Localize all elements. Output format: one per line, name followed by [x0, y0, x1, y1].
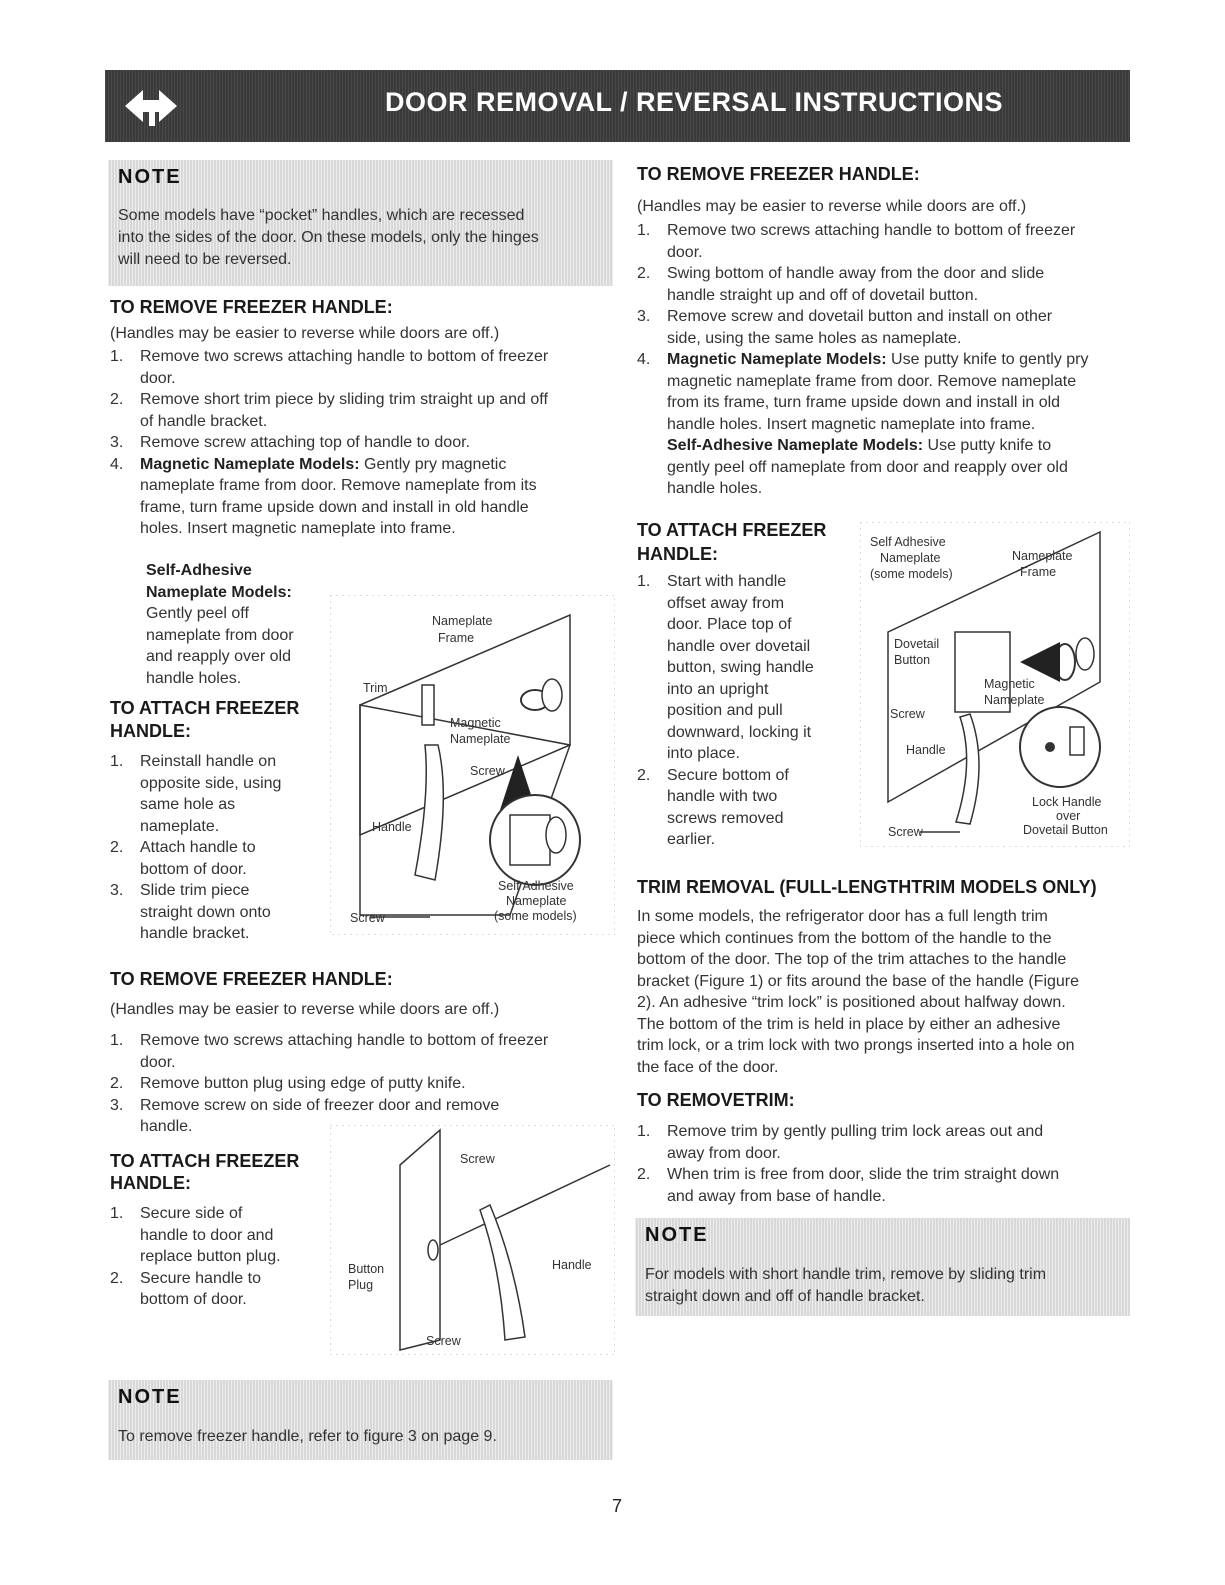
list-item: 1. Remove trim by gently pulling trim lock areas out and away from door. — [637, 1123, 1044, 1162]
section-heading: TO REMOVETRIM: — [637, 1090, 795, 1110]
page-number: 7 — [612, 1496, 623, 1516]
svg-text:Handle: Handle — [906, 743, 946, 757]
list-item: 2. Remove short trim piece by sliding trim straight up and off of handle bracket. — [110, 391, 548, 430]
steps-list — [110, 346, 620, 540]
figure-dovetail-button — [860, 522, 1130, 847]
steps-list — [637, 220, 1157, 500]
section-heading: TO ATTACH FREEZER — [110, 698, 300, 718]
note-box-freezer-handle — [108, 1380, 613, 1460]
self-adhesive-note: Self-Adhesive Nameplate Models: Gently peel off nameplate from door and reapply over old handle holes. — [146, 562, 294, 687]
note-line: straight down and off of handle bracket. — [645, 1288, 925, 1305]
svg-text:Plug: Plug — [348, 1278, 374, 1292]
list-item: 2. Attach handle to bottom of door. — [110, 839, 256, 878]
list-item: 3. Remove screw and dovetail button and install on other side, using the same holes as nameplate. — [637, 308, 1053, 347]
svg-text:Handle: Handle — [372, 820, 412, 834]
section-intro: (Handles may be easier to reverse while doors are off.) — [637, 198, 1027, 215]
svg-text:Lock Handle: Lock Handle — [1032, 795, 1102, 809]
header-banner — [105, 70, 1130, 142]
note-label: NOTE — [645, 1224, 709, 1246]
svg-text:Dovetail Button: Dovetail Button — [1023, 823, 1108, 837]
double-arrow-icon — [123, 84, 179, 128]
note-line: will need to be reversed. — [118, 251, 292, 268]
svg-text:Screw: Screw — [470, 764, 505, 778]
list-item: 2. When trim is free from door, slide the trim straight down and away from base of handle. — [637, 1166, 1060, 1205]
figure-handle-trim — [330, 595, 615, 935]
section-heading: TO REMOVE FREEZER HANDLE: — [110, 297, 393, 317]
svg-text:Self Adhesive: Self Adhesive — [498, 879, 574, 893]
svg-text:Dovetail: Dovetail — [894, 637, 940, 651]
steps-list — [110, 751, 330, 945]
svg-text:(some models): (some models) — [870, 567, 953, 581]
svg-text:Handle: Handle — [552, 1258, 592, 1272]
svg-text:Nameplate: Nameplate — [506, 894, 567, 908]
list-item: 2. Secure handle to bottom of door. — [110, 1269, 261, 1308]
note-line: To remove freezer handle, refer to figure 3 on page 9. — [118, 1428, 497, 1445]
note-line: Some models have “pocket” handles, which are recessed — [118, 207, 525, 224]
list-item: 1. Remove two screws attaching handle to bottom of freezer door. — [110, 1032, 549, 1071]
note-label: NOTE — [118, 1386, 182, 1408]
svg-text:Frame: Frame — [438, 631, 475, 645]
figure-button-plug — [330, 1125, 615, 1355]
svg-text:over: over — [1056, 809, 1081, 823]
list-item: 3. Remove screw on side of freezer door and remove handle. — [110, 1096, 500, 1135]
list-item: 2. Remove button plug using edge of putty knife. — [110, 1075, 466, 1092]
section-heading: HANDLE: — [637, 544, 718, 564]
trim-paragraph: In some models, the refrigerator door has a full length trim piece which continues from the bottom of the handle to the bottom of the door. The top of the trim attaches to the handle bracket (Figure 1) or fits around the base of the handle (Figure 2). An adhesive “trim lock” is positioned about halfway down. The bottom of the trim is held in place by either an adhesive trim lock, or a trim lock with two prongs inserted into a hole on the face of the door. — [637, 908, 1080, 1076]
list-item: 3. Remove screw attaching top of handle to door. — [110, 434, 470, 451]
note-label: NOTE — [118, 166, 182, 188]
section-heading: HANDLE: — [110, 1173, 191, 1193]
list-item: 1. Remove two screws attaching handle to bottom of freezer door. — [110, 348, 549, 387]
list-item: 1. Secure side of handle to door and replace button plug. — [110, 1205, 281, 1265]
section-heading: TO ATTACH FREEZER — [110, 1151, 300, 1171]
note-box-pocket-handles — [108, 160, 613, 286]
section-heading: TO REMOVE FREEZER HANDLE: — [110, 969, 393, 989]
list-item: 2. Swing bottom of handle away from the door and slide handle straight up and off of dovetail button. — [637, 265, 1045, 304]
section-heading: TRIM REMOVAL (FULL-LENGTHTRIM MODELS ONLY) — [637, 877, 1097, 897]
svg-text:Nameplate: Nameplate — [450, 732, 511, 746]
steps-list — [637, 1121, 1157, 1207]
svg-text:Frame: Frame — [1020, 565, 1057, 579]
svg-text:Screw: Screw — [888, 825, 923, 839]
svg-text:Nameplate: Nameplate — [984, 693, 1045, 707]
svg-text:Button: Button — [894, 653, 931, 667]
svg-text:Screw: Screw — [460, 1152, 495, 1166]
svg-text:Magnetic: Magnetic — [984, 677, 1035, 691]
section-intro: (Handles may be easier to reverse while doors are off.) — [110, 325, 500, 342]
list-item: 4. Magnetic Nameplate Models: Use putty knife to gently pry magnetic nameplate frame from door. Remove nameplate from its frame, turn frame upside down and install in old handle holes. Insert magnetic nameplate into frame. Self-Adhesive Nameplate Models: Use putty knife to gently peel off nameplate from door and reapply over old handle holes. — [637, 351, 1089, 497]
section-heading: HANDLE: — [110, 721, 191, 741]
svg-text:Screw: Screw — [350, 911, 385, 925]
list-item: 1. Reinstall handle on opposite side, using same hole as nameplate. — [110, 753, 282, 835]
note-line: For models with short handle trim, remove by sliding trim — [645, 1266, 1047, 1283]
list-item: 3. Slide trim piece straight down onto handle bracket. — [110, 882, 271, 942]
list-item: 1. Remove two screws attaching handle to bottom of freezer door. — [637, 222, 1076, 261]
section-intro: (Handles may be easier to reverse while doors are off.) — [110, 1001, 500, 1018]
steps-list — [110, 1203, 330, 1311]
svg-text:Trim: Trim — [363, 681, 388, 695]
section-heading: TO ATTACH FREEZER — [637, 520, 827, 540]
svg-text:Screw: Screw — [426, 1334, 461, 1348]
note-box-short-trim — [635, 1218, 1130, 1316]
list-item: 2. Secure bottom of handle with two screws removed earlier. — [637, 766, 789, 848]
note-line: into the sides of the door. On these models, only the hinges — [118, 229, 539, 246]
section-heading: TO REMOVE FREEZER HANDLE: — [637, 164, 920, 184]
steps-list — [110, 1030, 620, 1138]
svg-text:Self Adhesive: Self Adhesive — [870, 535, 946, 549]
svg-text:Nameplate: Nameplate — [1012, 549, 1073, 563]
list-item: 4. Magnetic Nameplate Models: Gently pry magnetic nameplate frame from door. Remove nameplate from its frame, turn frame upside down and install in old handle holes. Insert magnetic nameplate into frame. — [110, 455, 537, 537]
svg-text:Nameplate: Nameplate — [880, 551, 941, 565]
list-item: 1. Start with handle offset away from door. Place top of handle over dovetail button, swing handle into an upright position and pull downward, locking it into place. — [637, 573, 814, 762]
steps-list — [637, 571, 862, 851]
svg-text:Magnetic: Magnetic — [450, 716, 501, 730]
svg-text:Screw: Screw — [890, 707, 925, 721]
svg-text:Nameplate: Nameplate — [432, 614, 493, 628]
svg-text:(some models): (some models) — [494, 909, 577, 923]
page-title: DOOR REMOVAL / REVERSAL INSTRUCTIONS — [385, 87, 1004, 117]
svg-text:Button: Button — [348, 1262, 385, 1276]
